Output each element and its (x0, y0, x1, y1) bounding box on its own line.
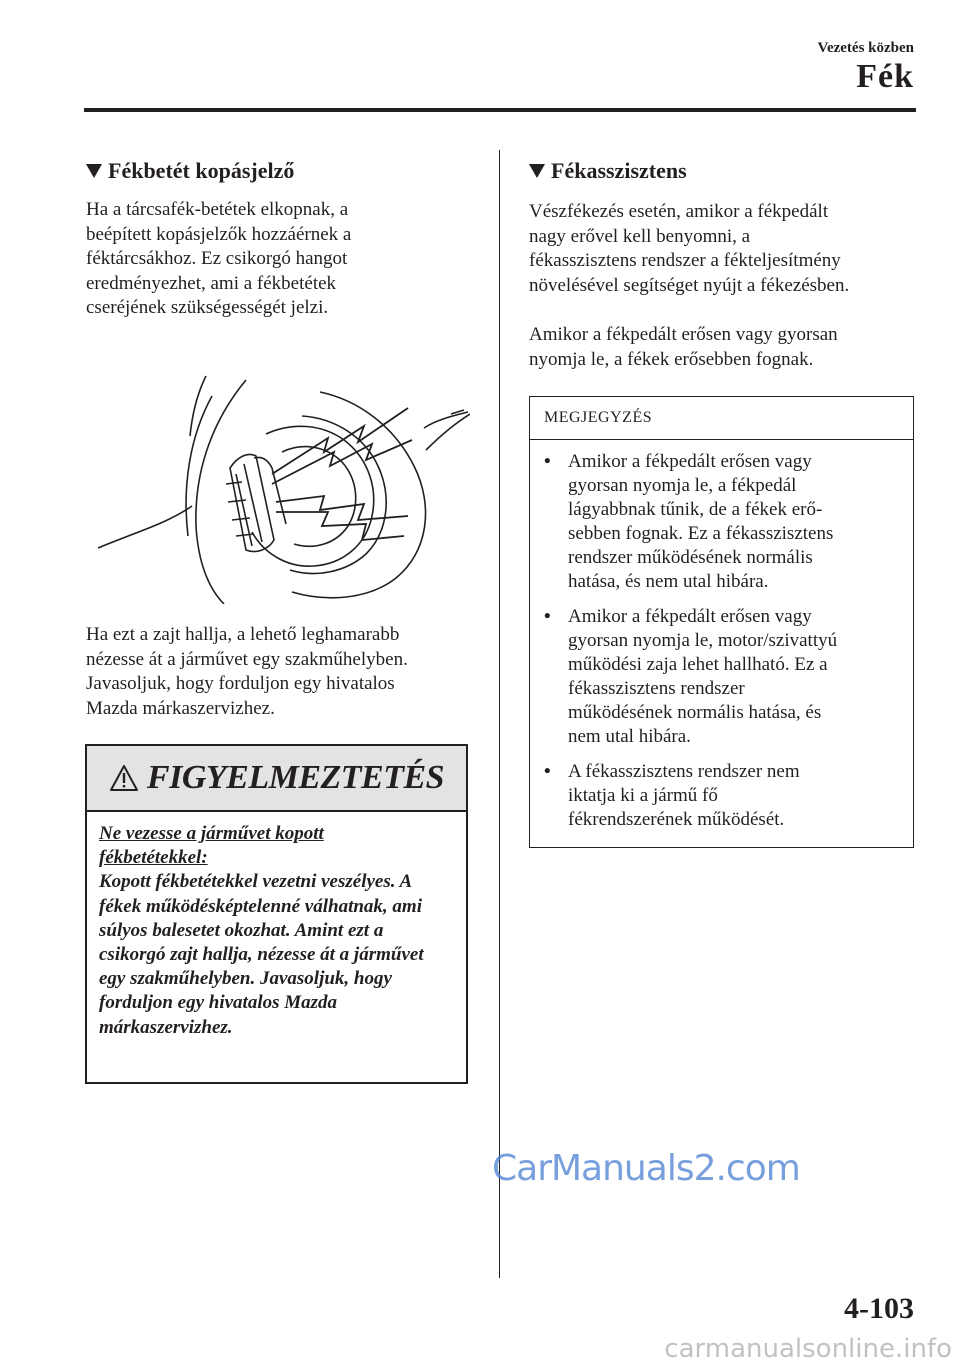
header-title: Fék (856, 58, 914, 95)
brake-wear-illustration (96, 356, 470, 604)
list-item (544, 450, 903, 594)
page-number: 4-103 (844, 1292, 914, 1325)
warning-header (87, 746, 466, 812)
note-header: MEGJEGYZÉS (530, 397, 913, 440)
paragraph-pad-wear: Ha a tárcsafék-betétek elkopnak, a beépített kopásjelzők hozzáérnek a féktárcsákhoz. Ez csikorgó hangot eredményezhet, ami a fékbetétek cseréjének szükségességét jelzi. (86, 199, 352, 318)
triangle-down-icon (529, 164, 545, 178)
note-list (530, 440, 913, 832)
bullet-icon: • (544, 761, 551, 782)
paragraph-noise-advice: Ha ezt a zajt hallja, a lehető leghamarabb nézesse át a járművet egy szakműhelyben. Javasoljuk, hogy forduljon egy hivatalos Mazda márkaszervizhez. (86, 624, 408, 719)
paragraph-brake-assist: Vészfékezés esetén, amikor a fékpedált nagy erővel kell benyomni, a fékasszisztens rendszer a fékteljesítmény növelésével segítséget nyújt a fékezésben. (529, 201, 850, 296)
heading-text: Fékbetét kopásjelző (108, 158, 295, 183)
warning-text: Kopott fékbetétekkel vezetni veszélyes. A fékek működésképtelenné válhatnak, ami súlyos balesetet okozhat. Amint ezt a csikorgó zajt hallja, nézesse át a járművet egy szakműhelyben. Javasoljuk, hogy forduljon egy hivatalos Mazda márkaszervizhez. (99, 871, 424, 1038)
heading-pad-wear-indicator (86, 158, 294, 184)
note-item-text: Amikor a fékpedált erősen vagy gyorsan nyomja le, motor/szivattyú működési zaja lehet hallható. Ez a fékasszisztens rendszer működésének normális hatása, és nem utal hibára. (568, 606, 838, 747)
column-divider (499, 150, 500, 1278)
warning-triangle-icon (109, 764, 139, 792)
header-rule (84, 108, 916, 112)
list-item (544, 605, 903, 749)
bullet-icon: • (544, 451, 551, 472)
warning-title: FIGYELMEZTETÉS (146, 759, 445, 796)
watermark: CarManuals2.com (492, 1148, 800, 1189)
note-box (529, 396, 914, 848)
warning-box (85, 744, 468, 1084)
paragraph-brake-assist-effect: Amikor a fékpedált erősen vagy gyorsan nyomja le, a fékek erősebben fognak. (529, 324, 838, 370)
header-section: Vezetés közben (817, 40, 914, 56)
note-item-text: A fékasszisztens rendszer nem iktatja ki a jármű fő fékrendszerének működését. (568, 761, 800, 830)
warning-body (87, 812, 466, 1040)
list-item (544, 760, 903, 832)
triangle-down-icon (86, 164, 102, 178)
bullet-icon: • (544, 606, 551, 627)
heading-text: Fékasszisztens (551, 158, 687, 183)
footer-watermark: carmanualsonline.info (664, 1334, 952, 1364)
warning-subhead: Ne vezesse a járművet kopott fékbetétekkel: (99, 823, 324, 869)
heading-brake-assist (529, 158, 687, 184)
note-item-text: Amikor a fékpedált erősen vagy gyorsan nyomja le, a fékpedál lágyabbnak tűnik, de a fékek erő- sebben fognak. Ez a fékasszisztens rendszer működésének normális hatása, és nem utal hibára. (568, 451, 834, 592)
